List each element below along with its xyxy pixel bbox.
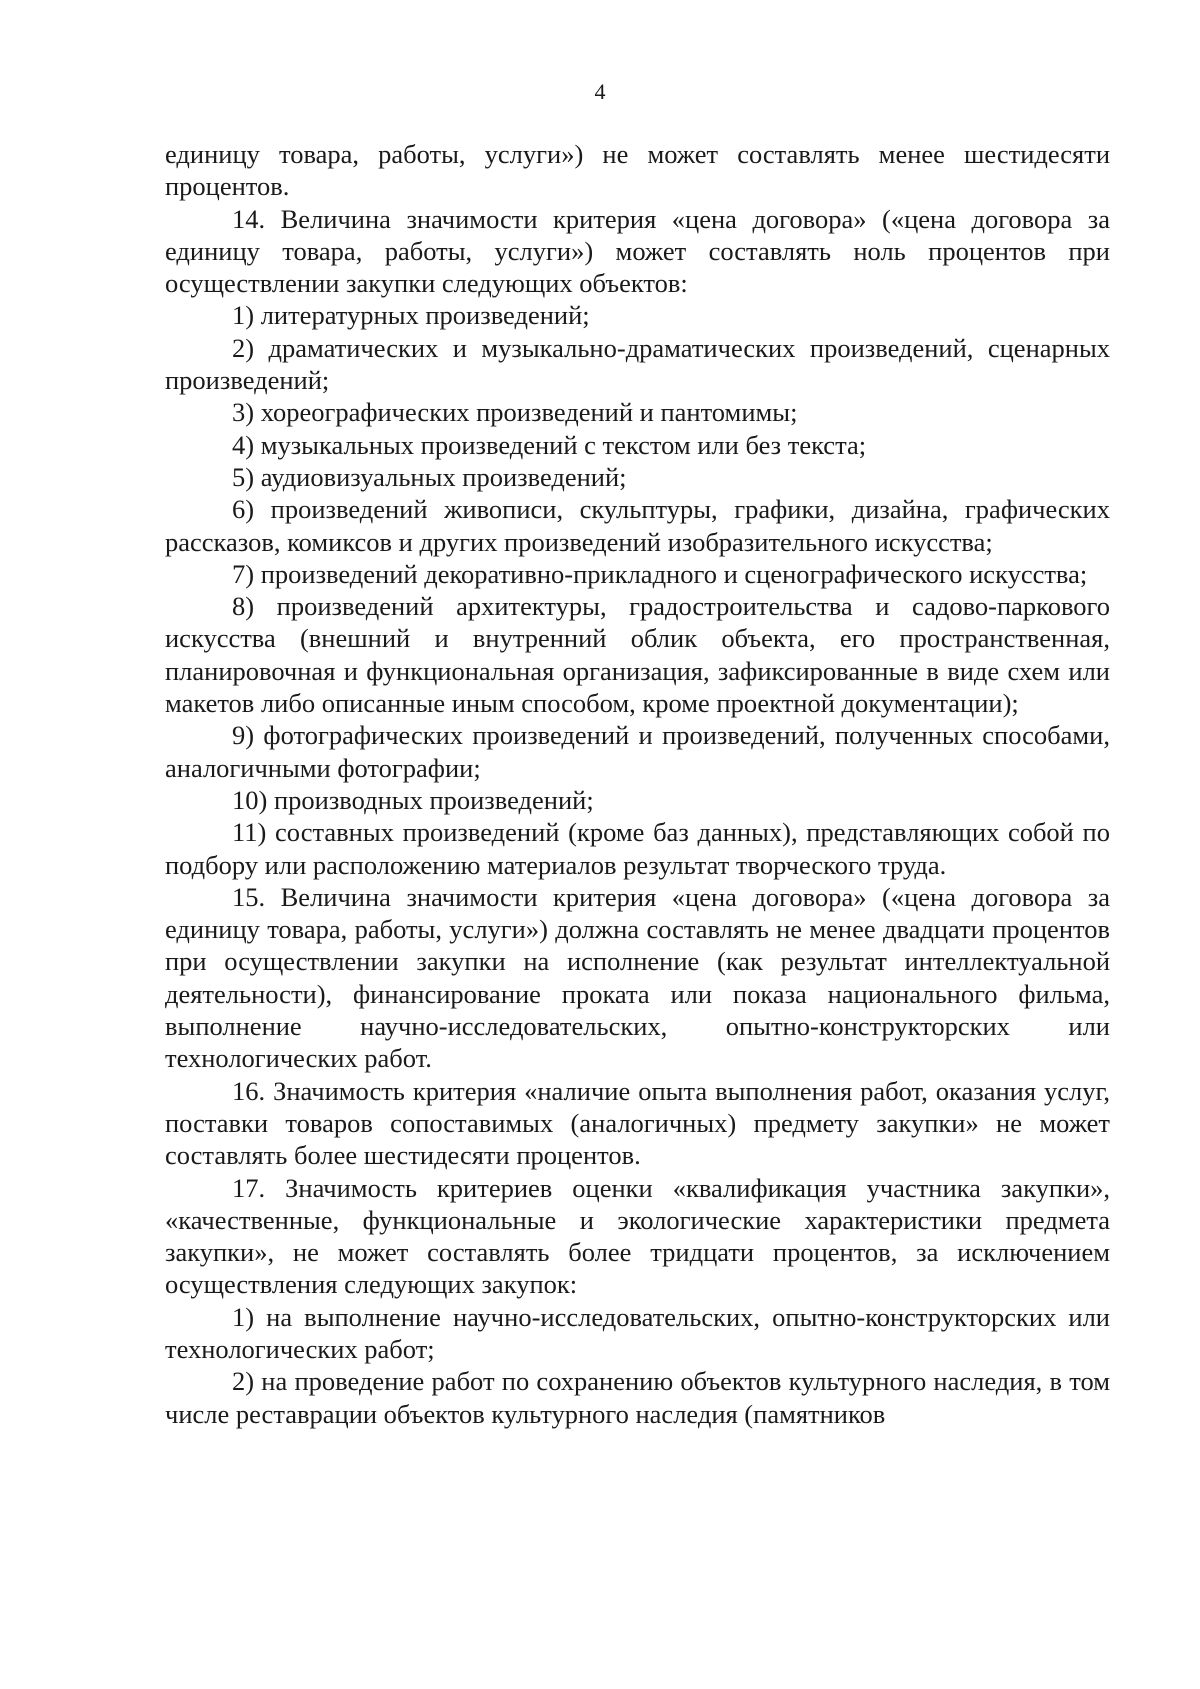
document-body bbox=[165, 138, 1110, 1430]
list-item-9: 9) фотографических произведений и произведений, полученных способами, аналогичными фотографии; bbox=[165, 720, 1110, 783]
list-item-6: 6) произведений живописи, скульптуры, графики, дизайна, графических рассказов, комиксов и других произведений изобразительного искусства; bbox=[165, 494, 1110, 557]
exception-item-1: 1) на выполнение научно-исследовательских, опытно-конструкторских или технологических работ; bbox=[165, 1301, 1110, 1364]
list-item-3: 3) хореографических произведений и пантомимы; bbox=[232, 397, 798, 428]
paragraph-16: 16. Значимость критерия «наличие опыта выполнения работ, оказания услуг, поставки товаров сопоставимых (аналогичных) предмету закупки» не может составлять более шестидесяти процентов. bbox=[165, 1075, 1110, 1171]
paragraph-15: 15. Величина значимости критерия «цена договора» («цена договора за единицу товара, работы, услуги») должна составлять не менее двадцати процентов при осуществлении закупки на исполнение (как результат интеллектуальной деятельности), финансирование проката или показа национального фильма, выполнение научно-исследовательских, опытно-конструкторских или технологических работ. bbox=[165, 881, 1110, 1074]
paragraph-14: 14. Величина значимости критерия «цена договора» («цена договора за единицу товара, работы, услуги») может составлять ноль процентов при осуществлении закупки следующих объектов: bbox=[165, 203, 1110, 299]
list-item-10: 10) производных произведений; bbox=[232, 784, 594, 815]
paragraph-17: 17. Значимость критериев оценки «квалификация участника закупки», «качественные, функциональные и экологические характеристики предмета закупки», не может составлять более тридцати процентов, за исключением осуществления следующих закупок: bbox=[165, 1172, 1110, 1300]
paragraph-continuation: единицу товара, работы, услуги») не может составлять менее шестидесяти процентов. bbox=[165, 139, 1110, 202]
page-number: 4 bbox=[594, 79, 606, 104]
list-item-7: 7) произведений декоративно-прикладного и сценографического искусства; bbox=[232, 558, 1088, 589]
list-item-4: 4) музыкальных произведений с текстом или без текста; bbox=[232, 429, 867, 460]
list-item-1: 1) литературных произведений; bbox=[232, 300, 590, 331]
list-item-2: 2) драматических и музыкально-драматических произведений, сценарных произведений; bbox=[165, 332, 1110, 396]
exception-item-2: 2) на проведение работ по сохранению объектов культурного наследия, в том числе реставрации объектов культурного наследия (памятников bbox=[165, 1366, 1110, 1429]
list-item-8: 8) произведений архитектуры, градостроительства и садово-паркового искусства (внешний и внутренний облик объекта, его пространственная, планировочная и функциональная организация, зафиксированные в виде схем или макетов либо описанные иным способом, кроме проектной документации); bbox=[165, 591, 1110, 719]
list-item-5: 5) аудиовизуальных произведений; bbox=[232, 461, 627, 492]
list-item-11: 11) составных произведений (кроме баз данных), представляющих собой по подбору или расположению материалов результат творческого труда. bbox=[165, 817, 1110, 880]
